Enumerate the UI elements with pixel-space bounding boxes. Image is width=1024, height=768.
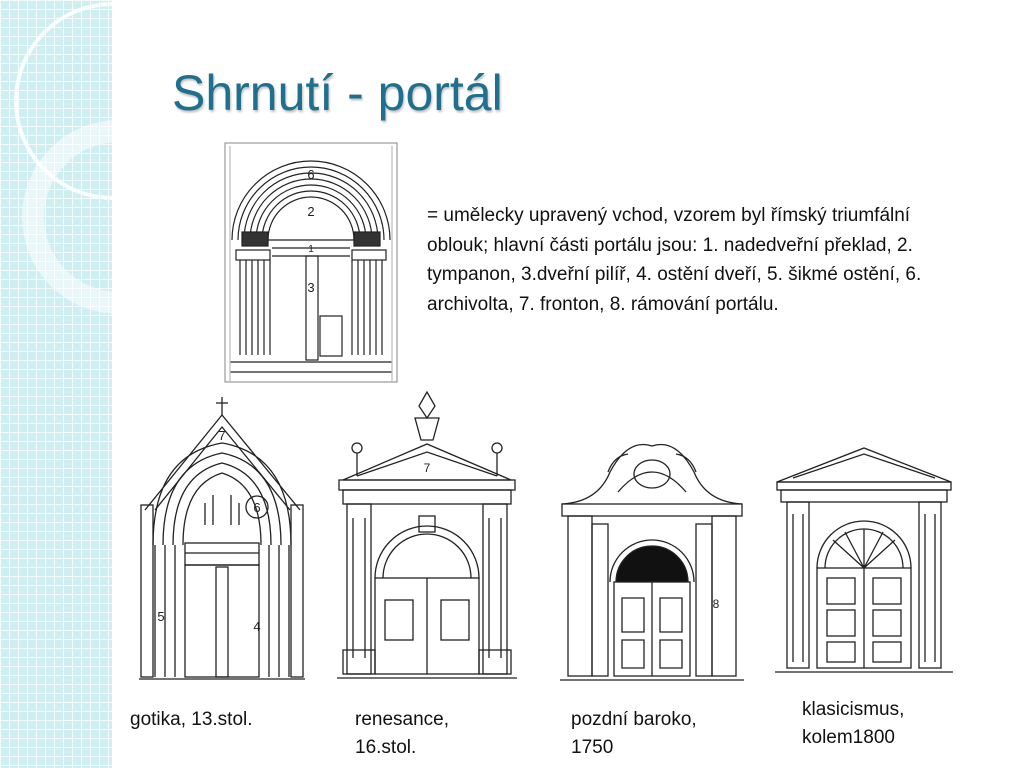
decorative-ring-small: [22, 120, 216, 314]
diagram-label-lintel: 1: [308, 244, 314, 255]
classicism-portal-drawing: [773, 444, 955, 682]
caption-renaissance: renesance, 16.stol.: [355, 709, 450, 758]
page-title: Shrnutí - portál: [172, 65, 503, 121]
diagram-label-tympanum: 2: [307, 204, 315, 219]
gothic-label-door-jamb: 4: [253, 619, 261, 634]
diagram-label-archivolt: 6: [307, 167, 315, 182]
baroque-label-frame: 8: [712, 597, 720, 611]
portal-diagram-main: [222, 140, 400, 385]
caption-classicism: klasicismus, kolem1800: [802, 699, 905, 748]
renaissance-portal-drawing: [335, 388, 520, 688]
gothic-label-splayed-jamb: 5: [157, 609, 165, 624]
portal-definition: = umělecky upravený vchod, vzorem byl římský triumfální oblouk; hlavní části portálu jsou: 1. nadedveřní překlad, 2. tympanon, 3.dveřní pilíř, 4. ostění dveří, 5. šikmé ostění, 6. archivolta, 7. fronton, 8. rámování portálu.: [427, 205, 922, 315]
caption-gothic: gotika, 13.stol.: [130, 709, 253, 730]
baroque-portal-drawing: [558, 432, 746, 687]
diagram-label-trumeau: 3: [307, 280, 315, 295]
renaissance-label-fronton: 7: [423, 461, 431, 475]
gothic-label-fronton: 7: [218, 428, 226, 443]
gothic-label-archivolt: 6: [253, 500, 261, 515]
caption-baroque: pozdní baroko, 1750: [571, 709, 697, 758]
gothic-portal-drawing: [135, 395, 310, 685]
